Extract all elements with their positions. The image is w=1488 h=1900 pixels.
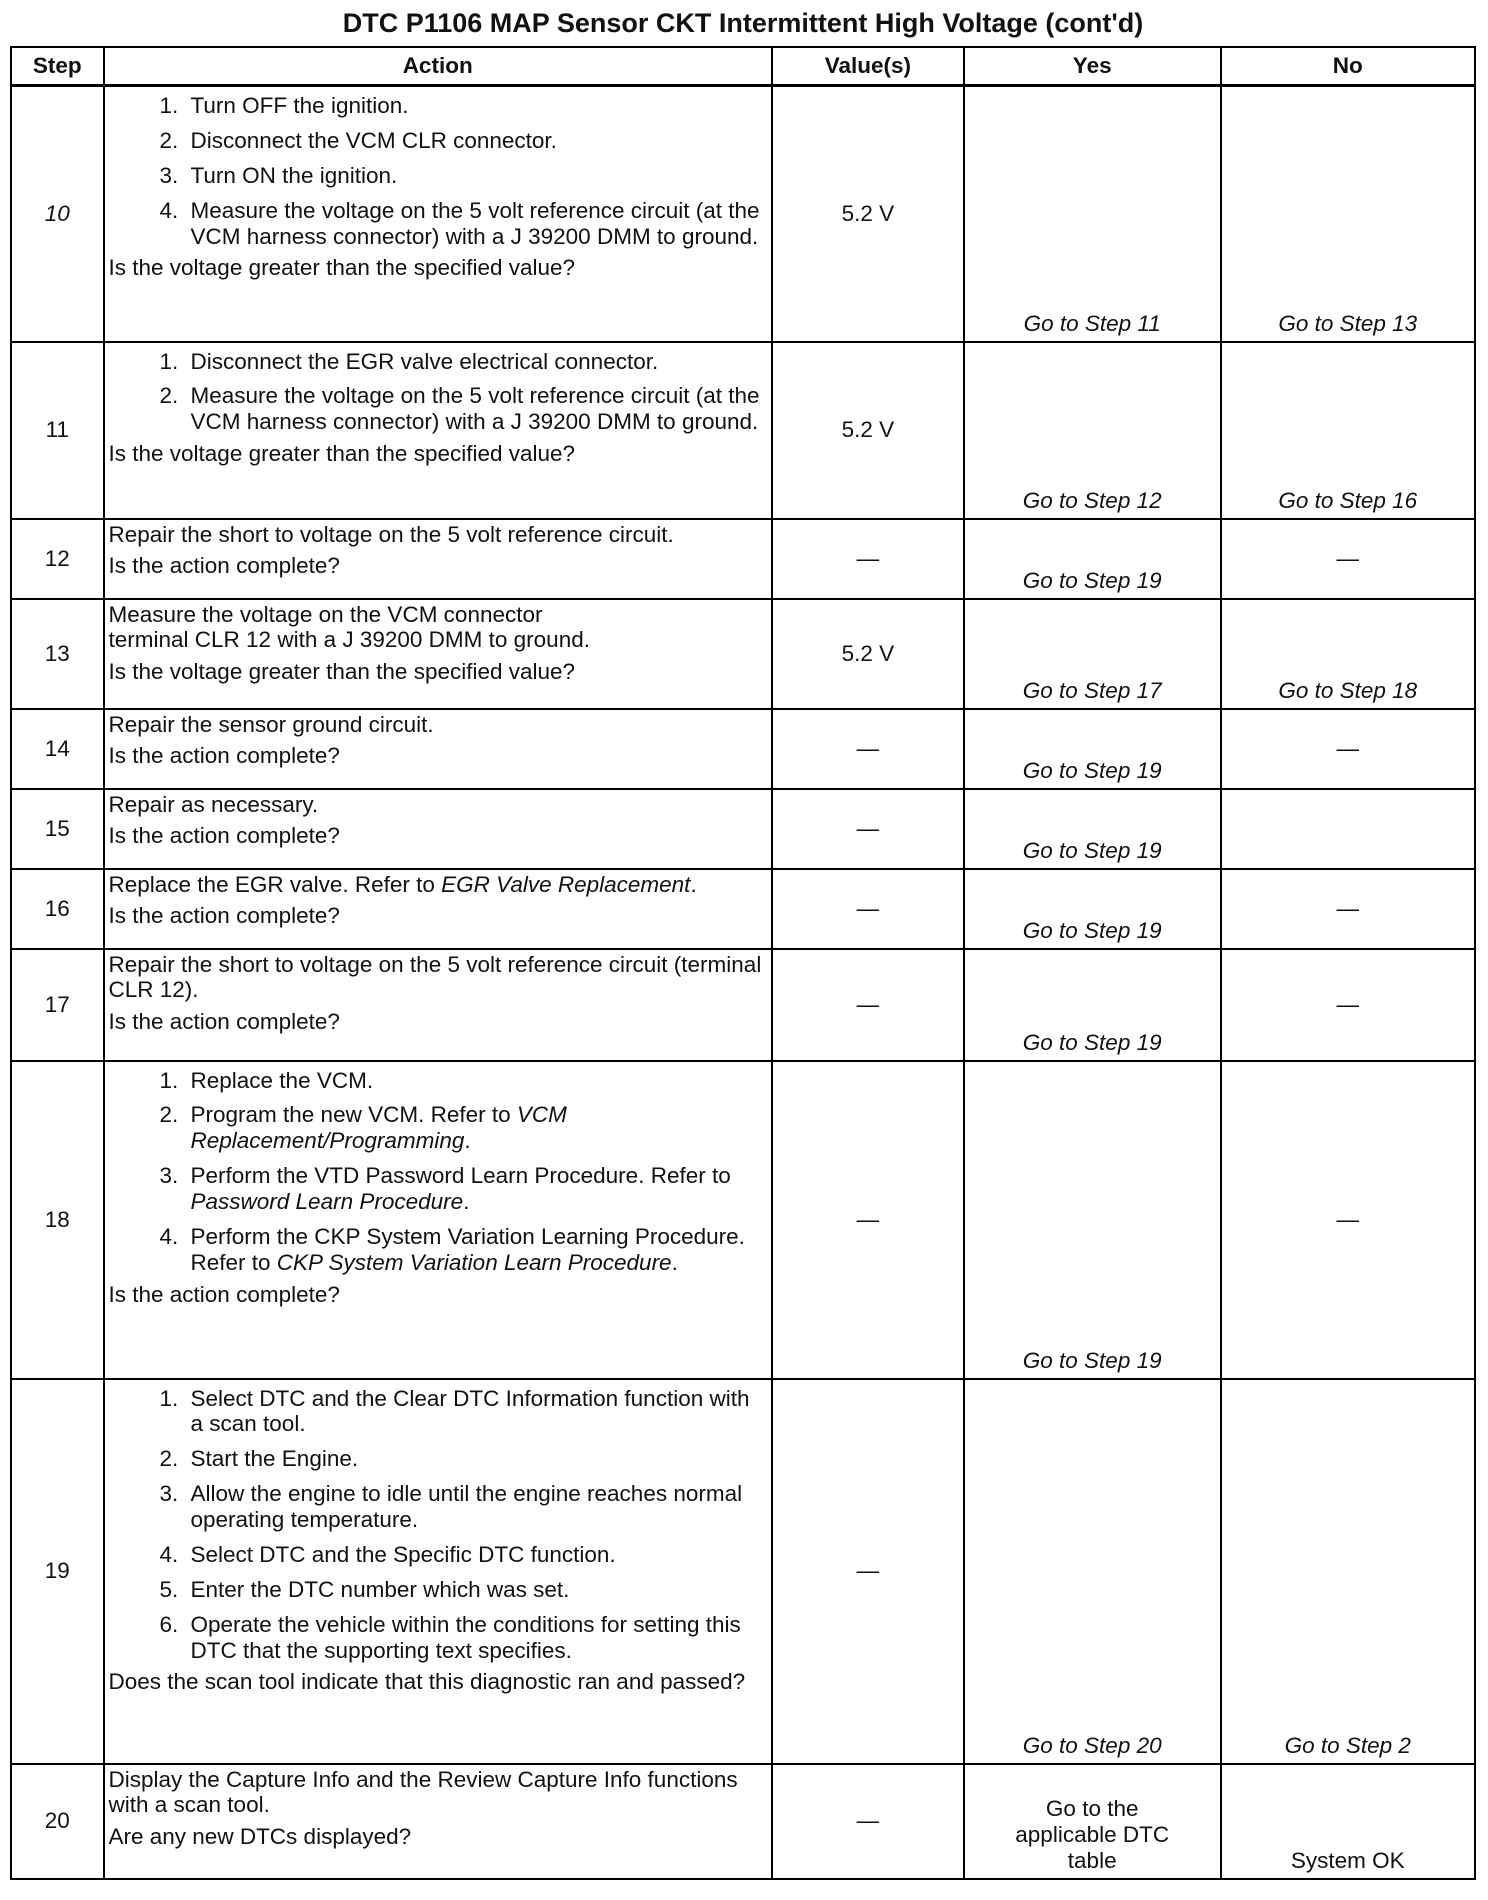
table-row	[11, 519, 1475, 599]
reference-link[interactable]: VCM Replacement/Programming	[190, 1102, 567, 1154]
no-cell: Go to Step 16	[1221, 342, 1475, 519]
action-cell	[104, 86, 772, 342]
action-question: Are any new DTCs displayed?	[108, 1824, 412, 1850]
list-item: 4. Measure the voltage on the 5 volt reference circuit (at the VCM harness connector) with a J 39200 DMM to ground.	[185, 198, 765, 250]
list-item: 1. Turn OFF the ignition.	[185, 93, 765, 119]
list-item: 3. Allow the engine to idle until the engine reaches normal operating temperature.	[185, 1481, 765, 1533]
action-question: Does the scan tool indicate that this diagnostic ran and passed?	[108, 1669, 746, 1695]
list-item: 1. Disconnect the EGR valve electrical connector.	[185, 349, 765, 375]
action-text: Replace the EGR valve. Refer to EGR Valve Replacement.	[108, 871, 697, 897]
list-item: 3. Turn ON the ignition.	[185, 163, 765, 189]
list-item: 2. Program the new VCM. Refer to VCM Replacement/Programming.	[185, 1102, 765, 1154]
value-cell: —	[772, 1764, 964, 1879]
action-question: Is the action complete?	[108, 823, 340, 849]
step-cell: 13	[11, 599, 104, 709]
value-cell: —	[772, 869, 964, 949]
action-question: Is the action complete?	[108, 1009, 340, 1035]
yes-cell: Go to Step 19	[964, 869, 1221, 949]
table-row	[11, 599, 1475, 709]
action-question: Is the action complete?	[108, 903, 340, 929]
action-question: Is the action complete?	[108, 553, 340, 579]
no-cell: —	[1221, 1061, 1475, 1379]
value-cell: —	[772, 1061, 964, 1379]
header-action: Action	[104, 47, 772, 86]
table-row	[11, 869, 1475, 949]
yes-cell: Go to Step 19	[964, 1061, 1221, 1379]
action-text: Repair the sensor ground circuit.	[108, 711, 434, 737]
action-text: Repair the short to voltage on the 5 volt reference circuit (terminal CLR 12).	[108, 951, 762, 1003]
table-row	[11, 709, 1475, 789]
table-row	[11, 86, 1475, 342]
action-cell	[104, 709, 772, 789]
no-cell: Go to Step 18	[1221, 599, 1475, 709]
action-text-prefix: Replace the EGR valve. Refer to	[108, 871, 442, 897]
action-cell	[104, 1061, 772, 1379]
step-cell: 17	[11, 949, 104, 1061]
yes-cell: Go to Step 19	[964, 709, 1221, 789]
action-cell	[104, 1764, 772, 1879]
action-steps	[109, 93, 765, 249]
action-question: Is the voltage greater than the specified value?	[108, 255, 576, 281]
action-cell	[104, 342, 772, 519]
yes-cell: Go to the applicable DTC table	[964, 1764, 1221, 1879]
yes-cell: Go to Step 20	[964, 1379, 1221, 1764]
header-step: Step	[11, 47, 104, 86]
value-cell: —	[772, 789, 964, 869]
step-cell: 15	[11, 789, 104, 869]
action-question: Is the voltage greater than the specified value?	[108, 441, 576, 467]
action-cell	[104, 789, 772, 869]
value-cell: —	[772, 949, 964, 1061]
action-text: Display the Capture Info and the Review Capture Info functions with a scan tool.	[108, 1766, 738, 1818]
yes-cell: Go to Step 12	[964, 342, 1221, 519]
list-item: 3. Perform the VTD Password Learn Procedure. Refer to Password Learn Procedure.	[185, 1163, 765, 1215]
list-item: 2. Start the Engine.	[185, 1446, 765, 1472]
step-cell: 18	[11, 1061, 104, 1379]
list-item: 1. Replace the VCM.	[185, 1068, 765, 1094]
header-yes: Yes	[964, 47, 1221, 86]
list-item: 4. Select DTC and the Specific DTC function.	[185, 1542, 765, 1568]
step-cell: 14	[11, 709, 104, 789]
action-steps	[109, 1068, 765, 1276]
action-text: Measure the voltage on the VCM connector terminal CLR 12 with a J 39200 DMM to ground.	[108, 601, 590, 653]
list-item: 2. Disconnect the VCM CLR connector.	[185, 128, 765, 154]
reference-link[interactable]: CKP System Variation Learn Procedure	[276, 1249, 672, 1275]
action-question: Is the action complete?	[108, 1281, 340, 1307]
action-cell	[104, 519, 772, 599]
reference-link[interactable]: Password Learn Procedure	[190, 1189, 464, 1214]
value-cell: 5.2 V	[772, 342, 964, 519]
yes-cell: Go to Step 17	[964, 599, 1221, 709]
value-cell: 5.2 V	[772, 86, 964, 342]
value-cell: —	[772, 519, 964, 599]
step-cell: 12	[11, 519, 104, 599]
step-cell: 11	[11, 342, 104, 519]
table-row	[11, 342, 1475, 519]
action-cell	[104, 1379, 772, 1764]
table-row	[11, 1379, 1475, 1764]
list-item: 1. Select DTC and the Clear DTC Information function with a scan tool.	[185, 1386, 765, 1438]
no-cell: —	[1221, 709, 1475, 789]
header-values: Value(s)	[772, 47, 964, 86]
step-cell: 16	[11, 869, 104, 949]
list-item: 6. Operate the vehicle within the conditions for setting this DTC that the supporting text specifies.	[185, 1612, 765, 1664]
list-item: 4. Perform the CKP System Variation Learning Procedure. Refer to CKP System Variation Learn Procedure.	[185, 1224, 765, 1276]
action-cell	[104, 869, 772, 949]
action-text: Repair the short to voltage on the 5 volt reference circuit.	[108, 521, 674, 547]
no-cell: —	[1221, 519, 1475, 599]
action-steps	[109, 1386, 765, 1664]
table-row	[11, 949, 1475, 1061]
value-cell: —	[772, 709, 964, 789]
no-cell: Go to Step 2	[1221, 1379, 1475, 1764]
no-cell: Go to Step 13	[1221, 86, 1475, 342]
table-row	[11, 1061, 1475, 1379]
no-cell: System OK	[1221, 1764, 1475, 1879]
header-no: No	[1221, 47, 1475, 86]
step-cell: 10	[11, 86, 104, 342]
diagnostic-table	[10, 46, 1476, 1880]
list-item: 5. Enter the DTC number which was set.	[185, 1577, 765, 1603]
table-row	[11, 1764, 1475, 1879]
page-title: DTC P1106 MAP Sensor CKT Intermittent High Voltage (cont'd)	[342, 8, 1144, 38]
action-question: Is the voltage greater than the specified value?	[108, 659, 576, 685]
value-cell: —	[772, 1379, 964, 1764]
yes-cell: Go to Step 19	[964, 789, 1221, 869]
step-cell: 19	[11, 1379, 104, 1764]
no-cell: —	[1221, 949, 1475, 1061]
list-item: 2. Measure the voltage on the 5 volt reference circuit (at the VCM harness connector) with a J 39200 DMM to ground.	[185, 383, 765, 435]
action-question: Is the action complete?	[108, 743, 340, 769]
header-row	[11, 47, 1475, 86]
reference-link[interactable]: EGR Valve Replacement	[441, 871, 691, 897]
step-cell: 20	[11, 1764, 104, 1879]
no-cell: —	[1221, 869, 1475, 949]
yes-cell: Go to Step 19	[964, 949, 1221, 1061]
action-text: Repair as necessary.	[108, 791, 319, 817]
action-cell	[104, 599, 772, 709]
action-cell	[104, 949, 772, 1061]
value-cell: 5.2 V	[772, 599, 964, 709]
yes-cell: Go to Step 11	[964, 86, 1221, 342]
action-steps	[109, 349, 765, 436]
no-cell	[1221, 789, 1475, 869]
table-row	[11, 789, 1475, 869]
yes-cell: Go to Step 19	[964, 519, 1221, 599]
